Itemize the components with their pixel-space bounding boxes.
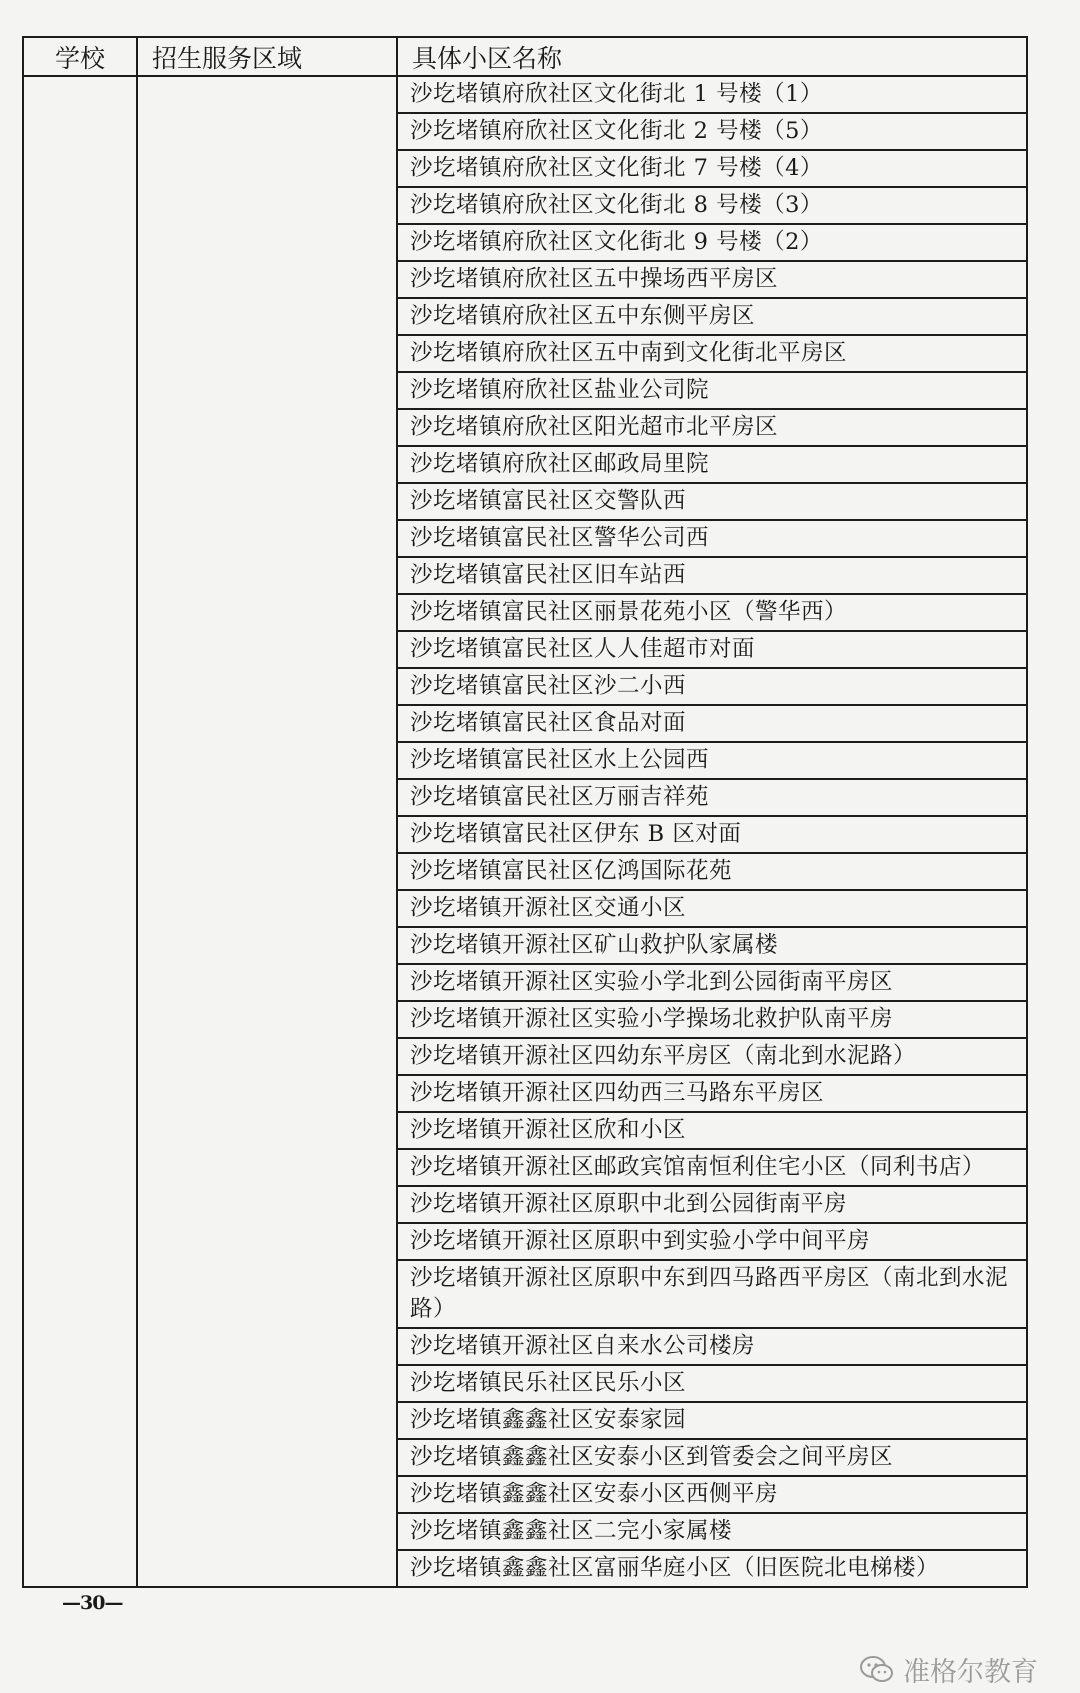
watermark xyxy=(859,1650,1038,1689)
community-name-cell: 沙圪堵镇富民社区警华公司西 xyxy=(397,520,1027,557)
community-name-cell: 沙圪堵镇府欣社区文化街北 1 号楼（1） xyxy=(397,76,1027,113)
community-name-cell: 沙圪堵镇开源社区欣和小区 xyxy=(397,1112,1027,1149)
community-name-cell: 沙圪堵镇开源社区实验小学操场北救护队南平房 xyxy=(397,1001,1027,1038)
community-name-cell: 沙圪堵镇富民社区人人佳超市对面 xyxy=(397,631,1027,668)
community-name-cell: 沙圪堵镇府欣社区文化街北 2 号楼（5） xyxy=(397,113,1027,150)
community-name-cell: 沙圪堵镇开源社区四幼东平房区（南北到水泥路） xyxy=(397,1038,1027,1075)
community-name-cell: 沙圪堵镇富民社区旧车站西 xyxy=(397,557,1027,594)
community-name-cell: 沙圪堵镇民乐社区民乐小区 xyxy=(397,1365,1027,1402)
community-name-cell: 沙圪堵镇富民社区水上公园西 xyxy=(397,742,1027,779)
header-school: 学校 xyxy=(23,37,137,76)
service-area-cell xyxy=(137,76,397,1587)
community-name-cell: 沙圪堵镇府欣社区文化街北 7 号楼（4） xyxy=(397,150,1027,187)
community-name-cell: 沙圪堵镇富民社区丽景花苑小区（警华西） xyxy=(397,594,1027,631)
community-name-cell: 沙圪堵镇开源社区原职中东到四马路西平房区（南北到水泥路） xyxy=(397,1260,1027,1328)
community-name-cell: 沙圪堵镇府欣社区五中南到文化街北平房区 xyxy=(397,335,1027,372)
community-name-cell: 沙圪堵镇开源社区矿山救护队家属楼 xyxy=(397,927,1027,964)
watermark-text: 准格尔教育 xyxy=(903,1657,1038,1688)
community-name-cell: 沙圪堵镇鑫鑫社区安泰小区西侧平房 xyxy=(397,1476,1027,1513)
community-name-cell: 沙圪堵镇府欣社区文化街北 8 号楼（3） xyxy=(397,187,1027,224)
table-body xyxy=(23,76,1027,1587)
community-name-cell: 沙圪堵镇鑫鑫社区富丽华庭小区（旧医院北电梯楼） xyxy=(397,1550,1027,1587)
wechat-icon xyxy=(859,1655,895,1685)
header-row xyxy=(23,37,1027,76)
community-name-cell: 沙圪堵镇府欣社区阳光超市北平房区 xyxy=(397,409,1027,446)
community-name-cell: 沙圪堵镇开源社区四幼西三马路东平房区 xyxy=(397,1075,1027,1112)
page-number: —30— xyxy=(62,1592,123,1614)
community-name-cell: 沙圪堵镇开源社区实验小学北到公园街南平房区 xyxy=(397,964,1027,1001)
community-name-cell: 沙圪堵镇府欣社区五中操场西平房区 xyxy=(397,261,1027,298)
header-community-name: 具体小区名称 xyxy=(397,37,1027,76)
community-name-cell: 沙圪堵镇开源社区自来水公司楼房 xyxy=(397,1328,1027,1365)
community-name-cell: 沙圪堵镇开源社区交通小区 xyxy=(397,890,1027,927)
community-name-cell: 沙圪堵镇富民社区伊东 B 区对面 xyxy=(397,816,1027,853)
community-name-cell: 沙圪堵镇富民社区亿鸿国际花苑 xyxy=(397,853,1027,890)
community-name-cell: 沙圪堵镇鑫鑫社区安泰家园 xyxy=(397,1402,1027,1439)
community-name-cell: 沙圪堵镇开源社区原职中到实验小学中间平房 xyxy=(397,1223,1027,1260)
community-name-cell: 沙圪堵镇鑫鑫社区二完小家属楼 xyxy=(397,1513,1027,1550)
community-name-cell: 沙圪堵镇府欣社区盐业公司院 xyxy=(397,372,1027,409)
community-name-cell: 沙圪堵镇开源社区邮政宾馆南恒利住宅小区（同利书店） xyxy=(397,1149,1027,1186)
community-name-cell: 沙圪堵镇富民社区食品对面 xyxy=(397,705,1027,742)
table-row xyxy=(23,76,1027,113)
community-name-cell: 沙圪堵镇府欣社区五中东侧平房区 xyxy=(397,298,1027,335)
enrollment-table xyxy=(22,36,1028,1588)
community-name-cell: 沙圪堵镇开源社区原职中北到公园街南平房 xyxy=(397,1186,1027,1223)
header-service-area: 招生服务区域 xyxy=(137,37,397,76)
community-name-cell: 沙圪堵镇富民社区沙二小西 xyxy=(397,668,1027,705)
school-cell xyxy=(23,76,137,1587)
community-name-cell: 沙圪堵镇府欣社区邮政局里院 xyxy=(397,446,1027,483)
community-name-cell: 沙圪堵镇鑫鑫社区安泰小区到管委会之间平房区 xyxy=(397,1439,1027,1476)
community-name-cell: 沙圪堵镇富民社区交警队西 xyxy=(397,483,1027,520)
community-name-cell: 沙圪堵镇府欣社区文化街北 9 号楼（2） xyxy=(397,224,1027,261)
community-name-cell: 沙圪堵镇富民社区万丽吉祥苑 xyxy=(397,779,1027,816)
